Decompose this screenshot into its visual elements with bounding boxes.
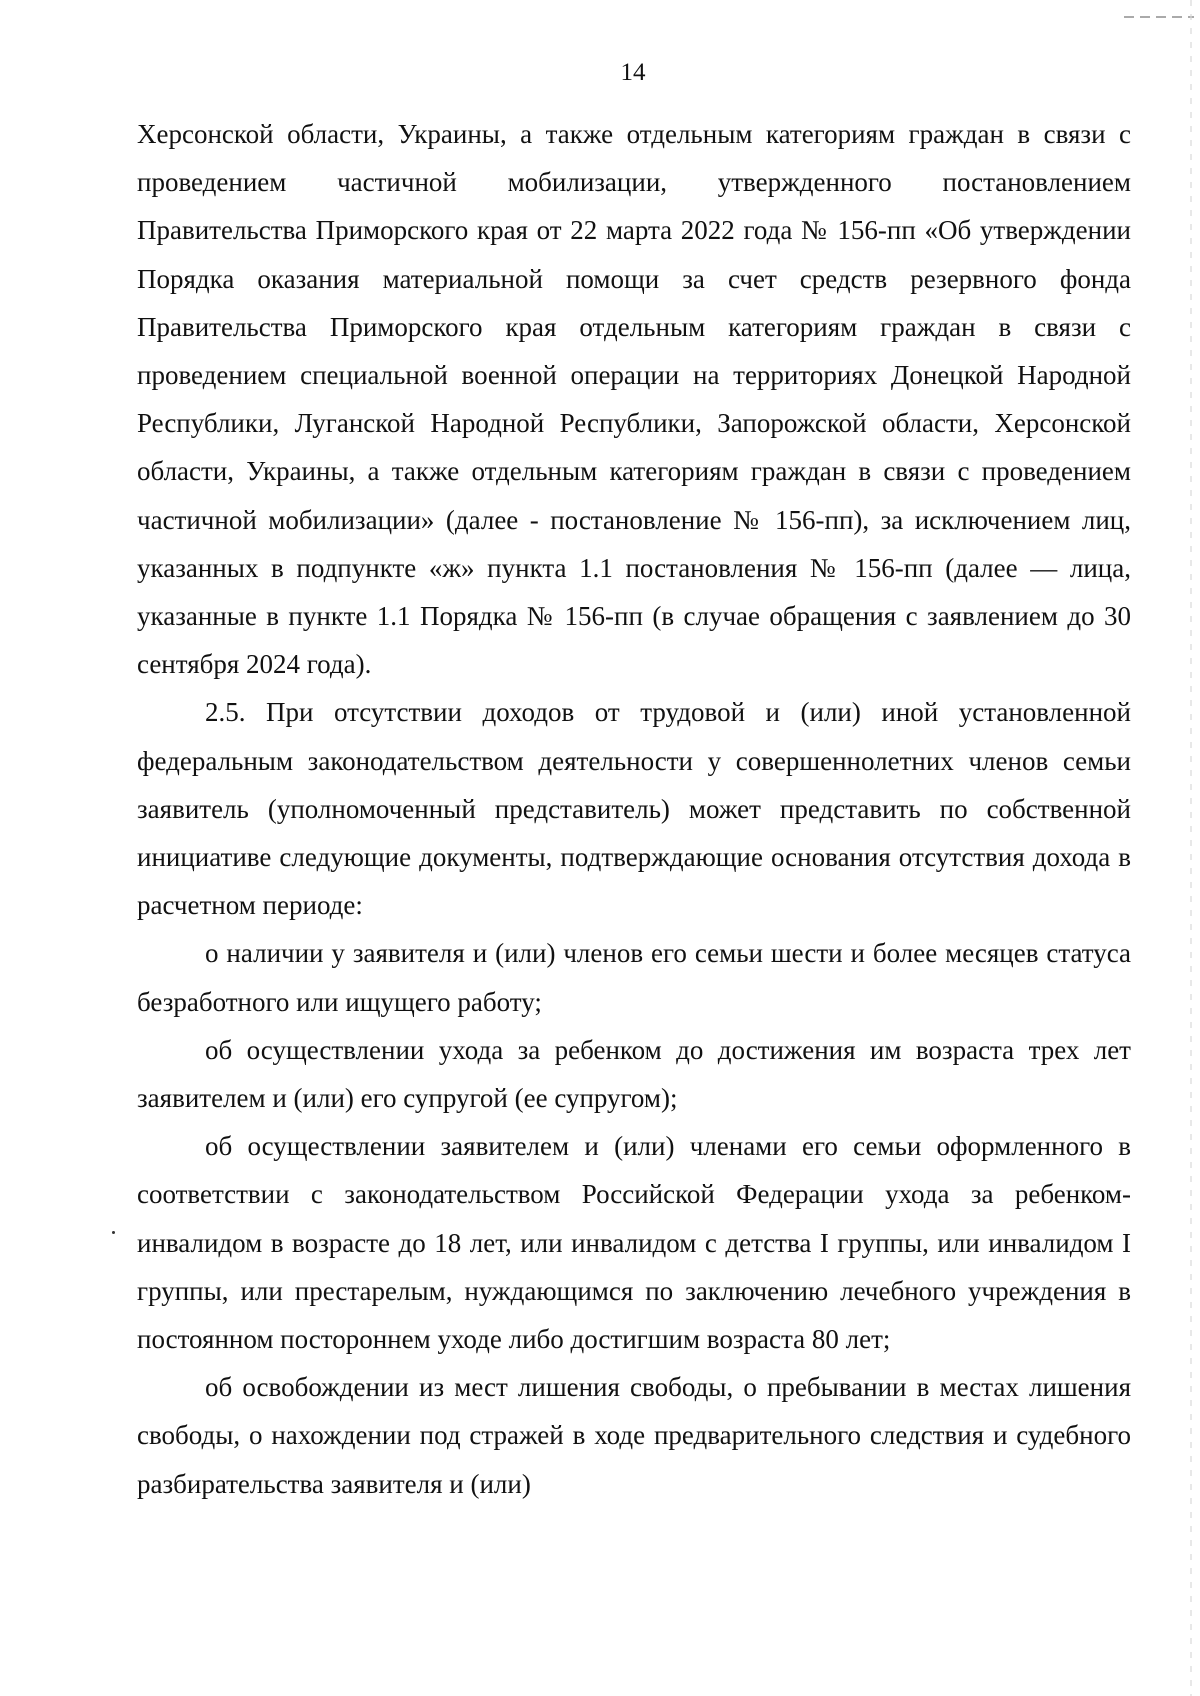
paragraph: о наличии у заявителя и (или) членов его семьи шести и более месяцев статуса безработного или ищущего работу;	[137, 938, 1131, 1017]
paragraph: об освобождении из мест лишения свободы, о пребывании в местах лишения свободы, о нахождении под стражей в ходе предварительного следствия и судебного разбирательства заявителя и (или)	[137, 1372, 1131, 1499]
page-number: 14	[620, 59, 646, 86]
paragraph: 2.5. При отсутствии доходов от трудовой и (или) иной установленной федеральным законодательством деятельности у совершеннолетних членов семьи заявитель (уполномоченный представитель) может представить по собственной инициативе следующие документы, подтверждающие основания отсутствия дохода в расчетном периоде:	[137, 697, 1131, 921]
scan-speck	[112, 1231, 115, 1234]
document-body	[137, 110, 1131, 1508]
scan-edge-artifact	[1190, 0, 1192, 1696]
scan-artifact	[1124, 16, 1194, 18]
paragraph: об осуществлении ухода за ребенком до достижения им возраста трех лет заявителем и (или) его супругой (ее супругом);	[137, 1034, 1131, 1114]
paragraph: об осуществлении заявителем и (или) членами его семьи оформленного в соответствии с законодательством Российской Федерации ухода за ребенком-инвалидом в возрасте до 18 лет, или инвалидом с детства I группы, или инвалидом I группы, или престарелым, нуждающимся по заключению лечебного учреждения в постоянном постороннем уходе либо достигшим возраста 80 лет;	[137, 1131, 1131, 1355]
paragraph: Херсонской области, Украины, а также отдельным категориям граждан в связи с проведением частичной мобилизации, утвержденного постановлением Правительства Приморского края от 22 марта 2022 года № 156-пп «Об утверждении Порядка оказания материальной помощи за счет средств резервного фонда Правительства Приморского края отдельным категориям граждан в связи с проведением специальной военной операции на территориях Донецкой Народной Республики, Луганской Народной Республики, Запорожской области, Херсонской области, Украины, а также отдельным категориям граждан в связи с проведением частичной мобилизации» (далее - постановление № 156-пп), за исключением лиц, указанных в подпункте «ж» пункта 1.1 постановления № 156-пп (далее — лица, указанные в пункте 1.1 Порядка № 156-пп (в случае обращения с заявлением до 30 сентября 2024 года).	[137, 119, 1131, 680]
